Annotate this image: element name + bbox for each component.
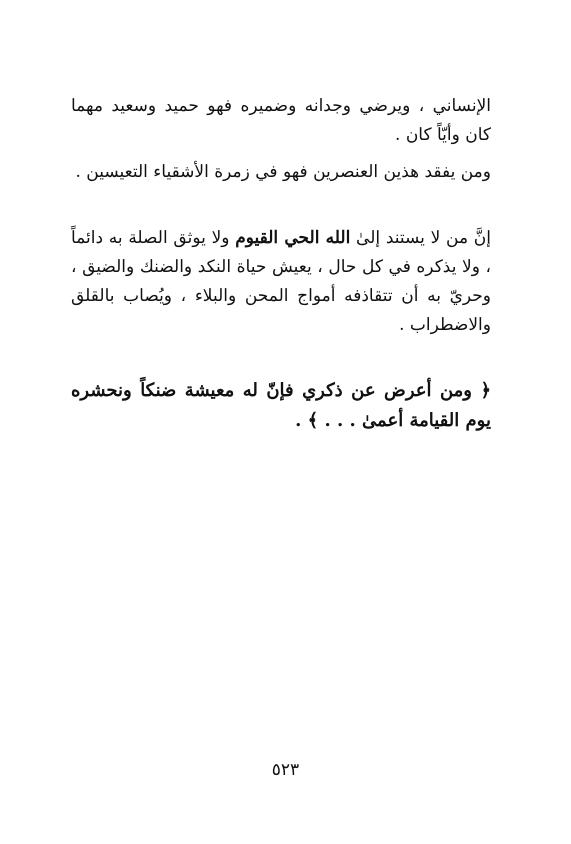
paragraph-3-rest: ولا يوثق الصلة به دائماً ، ولا يذكره في كل حال ، يعيش حياة النكد والضنك والضيق ، وحريّ به أن تتقاذفه أمواج المحن والبلاء ، ويُصاب بالقلق والاضطراب .: [71, 228, 491, 335]
quranic-verse-text: ﴿ ومن أعرض عن ذكري فإنّ له معيشة ضنكاً ونحشره يوم القيامة أعمىٰ . . . ﴾ .: [71, 380, 491, 431]
quranic-verse: [71, 376, 491, 436]
paragraph-3-lead: إنَّ من لا يستند إلىٰ: [350, 228, 492, 248]
paragraph-1-text: الإنساني ، ويرضي وجدانه وضميره فهو حميد وسعيد مهما كان وأيّاً كان .: [71, 96, 491, 145]
page-number: ٥٢٣: [271, 760, 300, 780]
paragraph-3-text: [71, 224, 491, 340]
paragraph-2: [71, 158, 491, 187]
paragraph-3: [71, 224, 491, 340]
divine-name-emphasis: الله الحي القيوم: [235, 228, 351, 248]
paragraph-1: [71, 92, 491, 150]
paragraph-2-text: ومن يفقد هذين العنصرين فهو في زمرة الأشقياء التعيسين .: [75, 162, 491, 182]
